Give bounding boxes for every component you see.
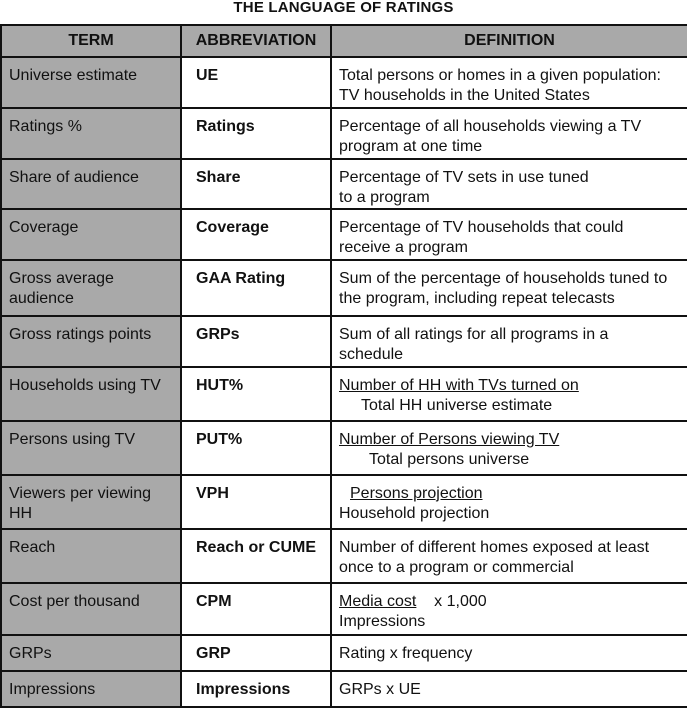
table-row [1, 475, 687, 529]
abbreviation-cell: GRP [181, 635, 331, 671]
term-cell: Gross average audience [1, 260, 181, 316]
table-row [1, 367, 687, 421]
table-row [1, 57, 687, 108]
definition-line: GRPs x UE [339, 681, 421, 698]
table-row [1, 529, 687, 583]
definition-cell [331, 260, 687, 316]
definition-cell [331, 583, 687, 635]
ratings-table [0, 24, 687, 708]
table-row [1, 159, 687, 209]
term-cell: Persons using TV [1, 421, 181, 475]
table-row [1, 316, 687, 367]
term-cell: Universe estimate [1, 57, 181, 108]
definition-line: Percentage of TV households that could [339, 219, 624, 236]
abbreviation-cell: Impressions [181, 671, 331, 707]
definition-cell [331, 671, 687, 707]
formula-denominator: Total persons universe [369, 451, 530, 468]
abbreviation-cell: Ratings [181, 108, 331, 159]
definition-line: Total persons or homes in a given population: [339, 67, 661, 84]
definition-line: TV households in the United States [339, 87, 590, 104]
formula-denominator: Household projection [339, 505, 490, 522]
page-title: THE LANGUAGE OF RATINGS [233, 0, 454, 16]
formula-denominator: Impressions [339, 613, 426, 630]
definition-cell [331, 529, 687, 583]
definition-cell [331, 635, 687, 671]
table-row [1, 260, 687, 316]
header-term: TERM [1, 25, 181, 57]
definition-cell [331, 421, 687, 475]
abbreviation-cell: Share [181, 159, 331, 209]
formula-numerator: Number of Persons viewing TV [339, 431, 560, 448]
formula-underlined: Media cost [339, 593, 417, 610]
formula-denominator: Total HH universe estimate [361, 397, 553, 414]
term-cell: Coverage [1, 209, 181, 260]
term-cell: GRPs [1, 635, 181, 671]
formula-numerator: Number of HH with TVs turned on [339, 377, 579, 394]
formula-multiplier: x 1,000 [434, 593, 487, 610]
definition-cell [331, 367, 687, 421]
term-cell: Reach [1, 529, 181, 583]
definition-line: receive a program [339, 239, 468, 256]
table-row [1, 583, 687, 635]
definition-line: once to a program or commercial [339, 559, 574, 576]
abbreviation-cell: VPH [181, 475, 331, 529]
formula-numerator: Persons projection [350, 485, 483, 502]
definition-cell [331, 316, 687, 367]
table-row [1, 108, 687, 159]
definition-line: Rating x frequency [339, 645, 473, 662]
table-row [1, 635, 687, 671]
abbreviation-cell: PUT% [181, 421, 331, 475]
term-cell: Cost per thousand [1, 583, 181, 635]
abbreviation-cell: GAA Rating [181, 260, 331, 316]
definition-line: Sum of the percentage of households tuned to [339, 270, 668, 287]
definition-line: the program, including repeat telecasts [339, 290, 615, 307]
definition-line: Percentage of TV sets in use tuned [339, 169, 589, 186]
header-abbreviation: ABBREVIATION [181, 25, 331, 57]
term-cell: Ratings % [1, 108, 181, 159]
header-definition: DEFINITION [331, 25, 687, 57]
term-cell: Share of audience [1, 159, 181, 209]
abbreviation-cell: HUT% [181, 367, 331, 421]
definition-line: Percentage of all households viewing a TV [339, 118, 642, 135]
table-row [1, 209, 687, 260]
table-row [1, 421, 687, 475]
table-row [1, 671, 687, 707]
definition-cell [331, 57, 687, 108]
abbreviation-cell: Coverage [181, 209, 331, 260]
abbreviation-cell: CPM [181, 583, 331, 635]
term-cell: Households using TV [1, 367, 181, 421]
definition-cell [331, 475, 687, 529]
term-cell: Viewers per viewing HH [1, 475, 181, 529]
definition-line: Sum of all ratings for all programs in a [339, 326, 609, 343]
definition-cell [331, 159, 687, 209]
abbreviation-cell: UE [181, 57, 331, 108]
term-cell: Gross ratings points [1, 316, 181, 367]
term-cell: Impressions [1, 671, 181, 707]
table-header-row [1, 25, 687, 57]
definition-line: Number of different homes exposed at least [339, 539, 650, 556]
definition-line: to a program [339, 189, 430, 206]
abbreviation-cell: Reach or CUME [181, 529, 331, 583]
formula-numerator [339, 592, 683, 612]
definition-line: program at one time [339, 138, 483, 155]
abbreviation-cell: GRPs [181, 316, 331, 367]
definition-line: schedule [339, 346, 404, 363]
definition-cell [331, 108, 687, 159]
definition-cell [331, 209, 687, 260]
